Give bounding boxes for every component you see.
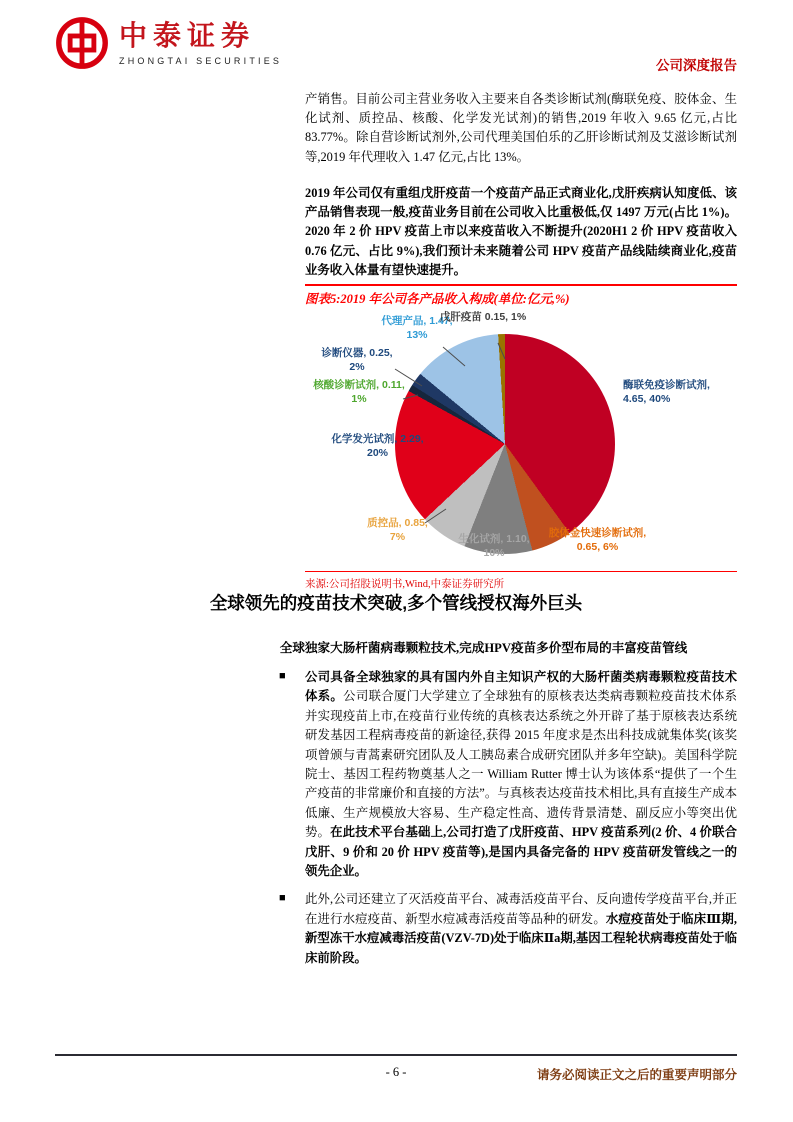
pie-label-1: 酶联免疫诊断试剂, 4.65, 40% (623, 379, 710, 405)
body-paragraph-2: 2019 年公司仅有重组戊肝疫苗一个疫苗产品正式商业化,戊肝疾病认知度低、该产品销售表现一般,疫苗业务目前在公司收入比重极低,仅 1497 万元(占比 1%)。2020 年 2 价 HPV 疫苗上市以来疫苗收入不断提升(2020H1 2 价 HPV 疫苗收入 0.76 亿元、占比 9%),我们预计未来随着公司 HPV 疫苗产品线陆续商业化,疫苗业务收入体量有望快速提升。 (305, 186, 737, 277)
page-footer (55, 1054, 737, 1085)
pie-label-5: 化学发光试剂, 2.29, 20% (331, 433, 424, 459)
bullet-text-2 (305, 890, 737, 968)
bullet-item-2 (279, 890, 738, 968)
footer-rule (55, 1054, 737, 1056)
figure-source: 来源:公司招股说明书,Wind,中泰证券研究所 (305, 571, 737, 591)
bullet-2-tail: 水痘疫苗处于临床Ⅲ期,新型冻干水痘减毒活疫苗(VZV-7D)处于临床Ⅱa期,基因工程轮状病毒疫苗处于临床前阶段。 (305, 911, 738, 965)
bullet-1-tail: 在此技术平台基础上,公司打造了戊肝疫苗、HPV 疫苗系列(2 价、4 价联合戊肝、9 价和 20 价 HPV 疫苗等),是国内具备完备的 HPV 疫苗研发管线之一的领先企业。 (305, 825, 738, 879)
pie-label-4: 质控品, 0.85, 7% (367, 517, 428, 543)
bullet-list (279, 668, 738, 968)
bullet-item-1 (279, 668, 738, 881)
pie-label-3: 生化试剂, 1.10, 10% (458, 533, 530, 559)
bullet-1-body: 公司联合厦门大学建立了全球独有的原核表达类病毒颗粒疫苗技术体系并实现疫苗上市,在疫苗行业传统的真核表达系统之外开辟了基于原核表达系统研发基因工程病毒疫苗的新途径,获得 2015 年度求是杰出科技成就集体奖(该奖项曾颁与青蒿素研究团队及人工胰岛素合成研究团队并多年空缺)。美国科学院院士、基因工程药物奠基人之一 William Rutter 博士认为该体系“提供了一个生产疫苗的非常廉价和直接的方法”。与真核表达疫苗技术相比,具有直接生产成本低廉、生产规模放大容易、生产稳定性高、遗传背景清楚、副反应小等突出优势。 (305, 689, 738, 840)
square-bullet-icon: ■ (279, 670, 286, 682)
figure-5 (305, 284, 737, 591)
pie-canvas (305, 309, 737, 571)
pie-label-6: 核酸诊断试剂, 0.11, 1% (313, 379, 405, 405)
square-bullet-icon: ■ (279, 892, 286, 905)
bullet-text-1 (305, 668, 737, 881)
bullet-1-lead: 公司具备全球独家的具有国内外自主知识产权的大肠杆菌类病毒颗粒疫苗技术体系。 (305, 670, 737, 704)
figure-title: 图表5:2019 年公司各产品收入构成(单位:亿元,%) (305, 292, 570, 306)
footer-row (55, 1065, 737, 1085)
page-number: - 6 - (385, 1065, 407, 1079)
pie-label-7: 诊断仪器, 0.25, 2% (321, 347, 393, 373)
pie-label-2: 胶体金快速诊断试剂, 0.65, 6% (548, 527, 647, 553)
section-heading: 全球领先的疫苗技术突破,多个管线授权海外巨头 (209, 593, 583, 613)
footer-disclaimer: 请务必阅读正文之后的重要声明部分 (536, 1068, 737, 1082)
body-paragraph-1: 产销售。目前公司主营业务收入主要来自各类诊断试剂(酶联免疫、胶体金、生化试剂、质控品、核酸、化学发光试剂)的销售,2019 年收入 9.65 亿元,占比 83.77%。除自营诊断试剂外,公司代理美国伯乐的乙肝诊断试剂及艾滋诊断试剂等,2019 年代理收入 1.47 亿元,占比 13%。 (305, 92, 737, 164)
logo-name-cn: 中泰证券 (119, 20, 256, 52)
pie-label-8: 代理产品, 1.47, 13% (381, 315, 453, 341)
logo-name-en: ZHONGTAI SECURITIES (119, 55, 283, 66)
bullet-2-body: 此外,公司还建立了灭活疫苗平台、减毒活疫苗平台、反向遗传学疫苗平台,并正在进行水痘疫苗、新型水痘减毒活疫苗等品种的研发。 (305, 892, 737, 926)
page-body (55, 0, 737, 1040)
section-subheading: 全球独家大肠杆菌病毒颗粒技术,完成HPV疫苗多价型布局的丰富疫苗管线 (279, 641, 688, 655)
report-type-label: 公司深度报告 (656, 58, 737, 73)
pie-label-9: 戊肝疫苗 0.15, 1% (439, 311, 527, 323)
